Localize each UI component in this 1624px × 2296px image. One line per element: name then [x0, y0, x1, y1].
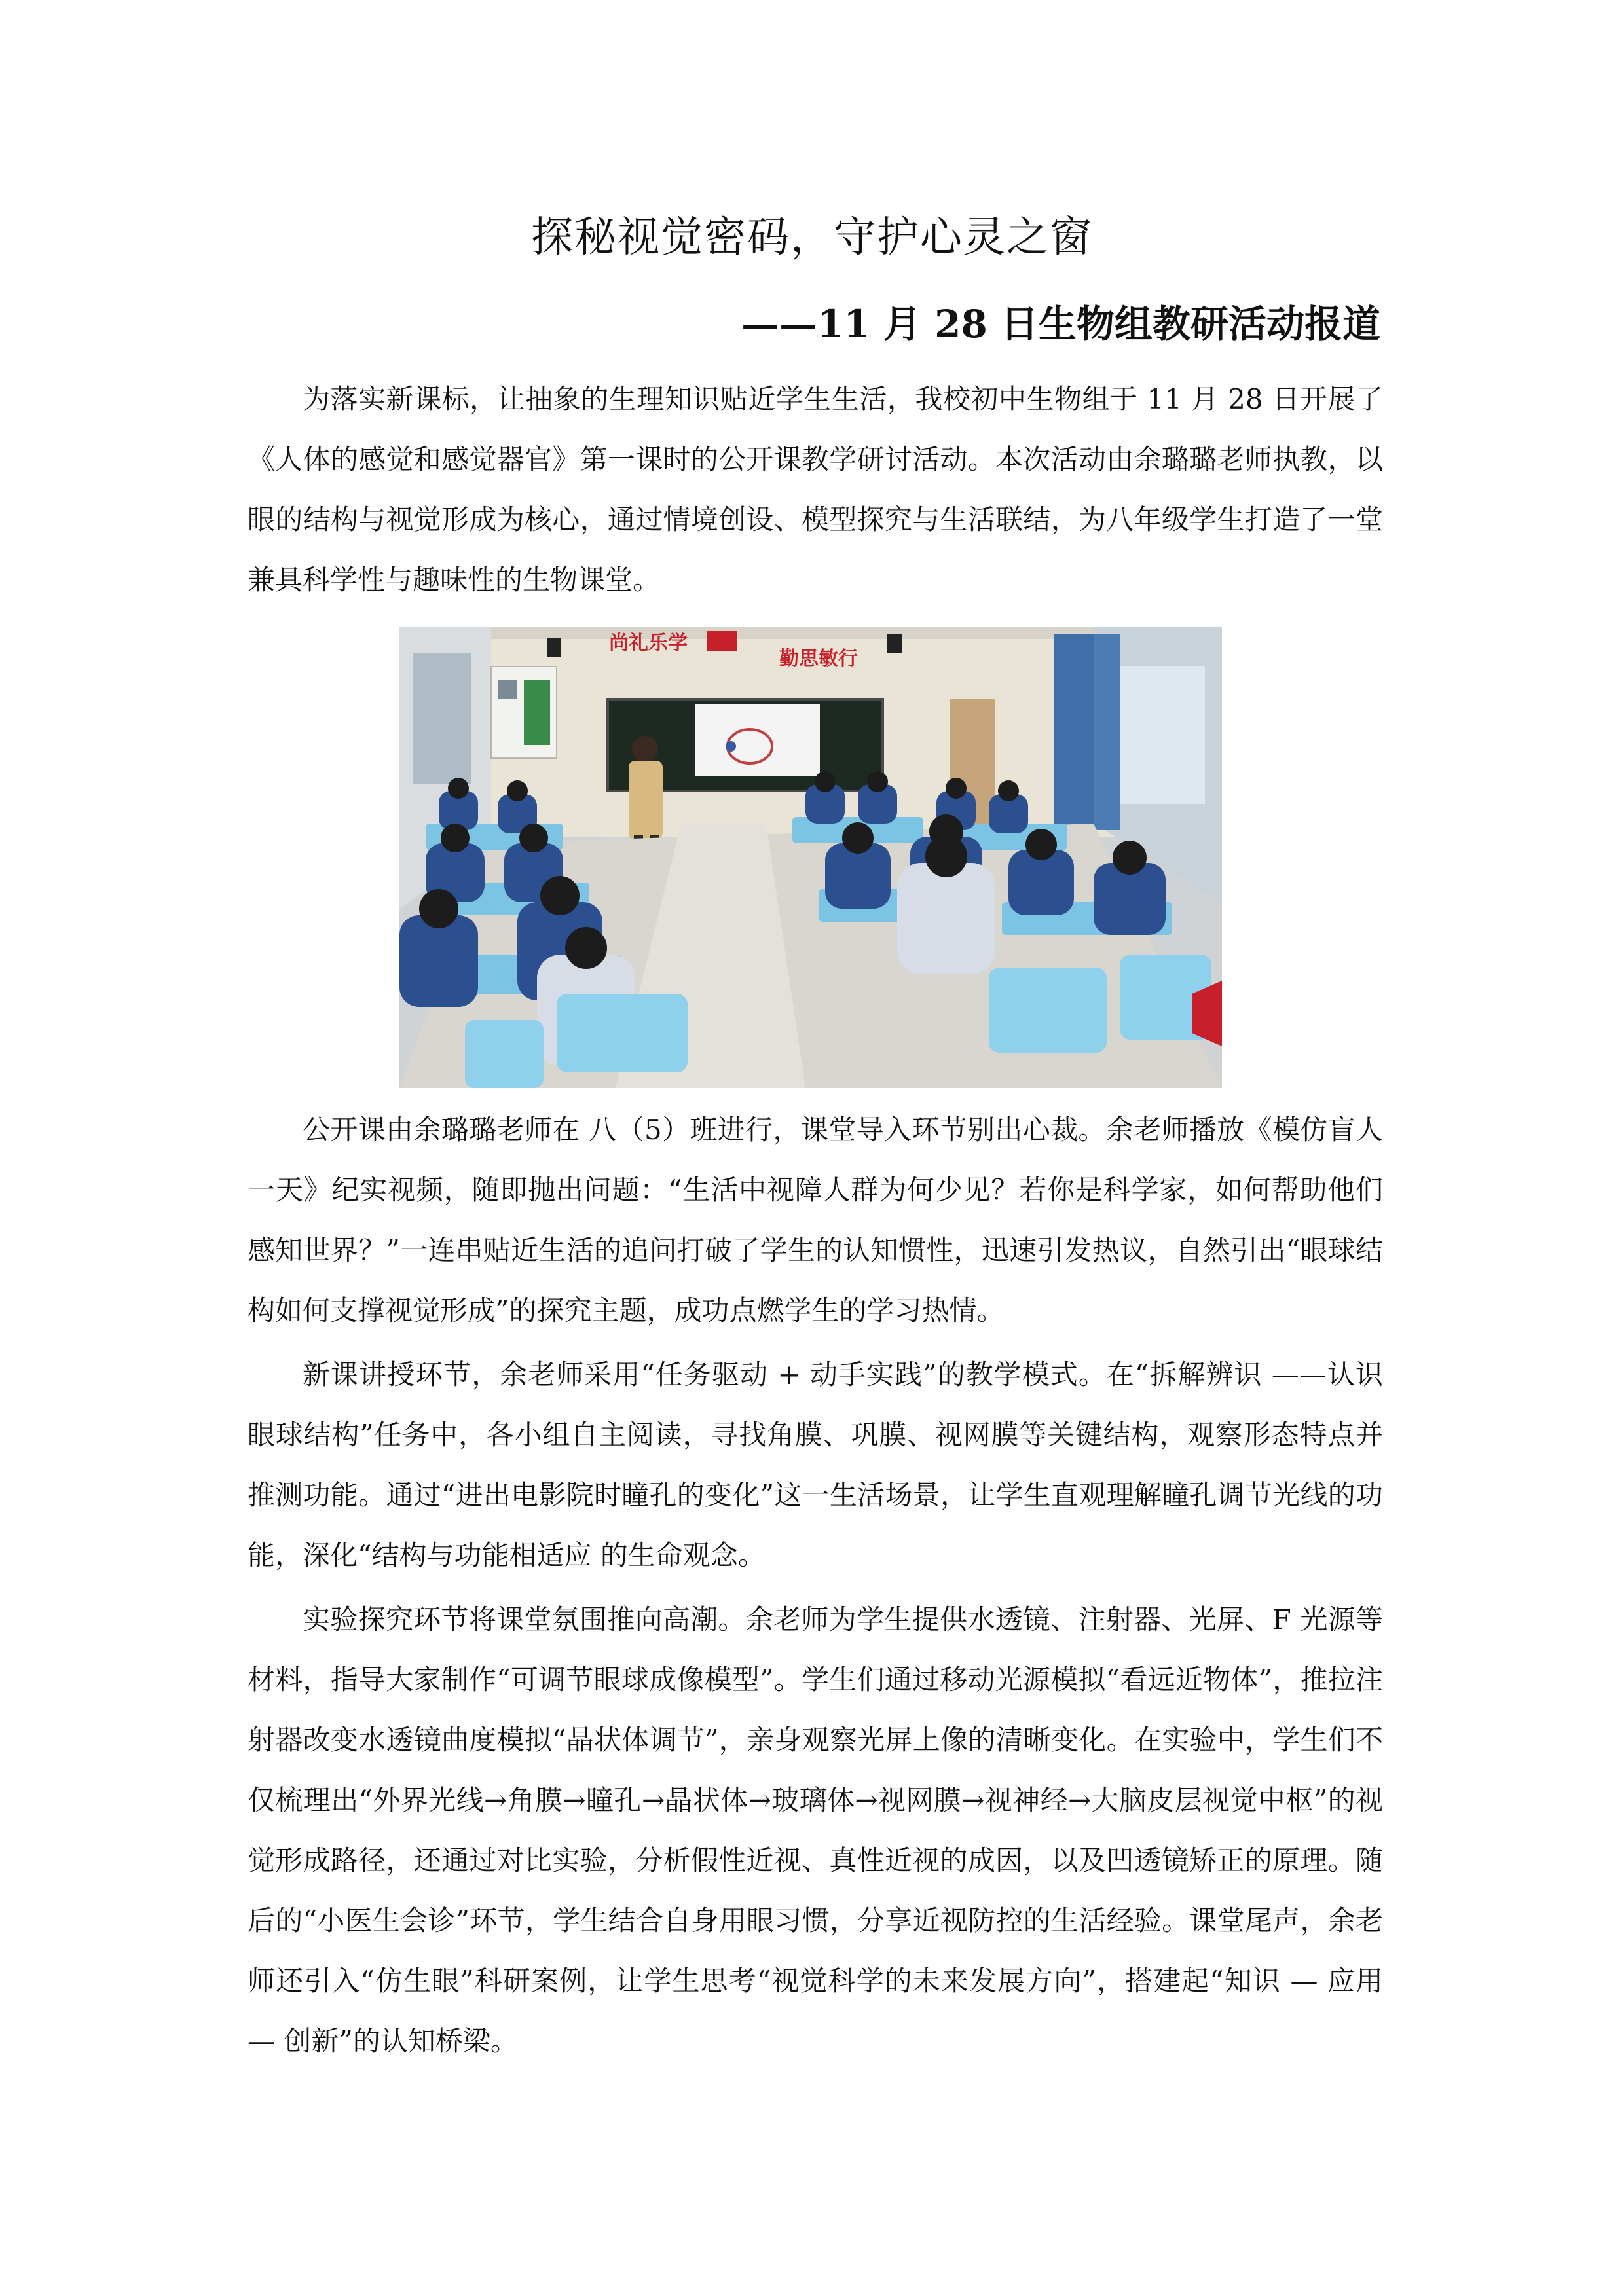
page-subtitle: ——11 月 28 日生物组教研活动报道 — [741, 302, 1380, 346]
paragraph-intro: 为落实新课标，让抽象的生理知识贴近学生生活，我校初中生物组于 11 月 28 日开展了《人体的感觉和感觉器官》第一课时的公开课教学研讨活动。本次活动由余璐璐老师执教，以眼的结构与视觉形成为核心，通过情境创设、模型探究与生活联结，为八年级学生打造了一堂兼具科学性与趣味性的生物课堂。 — [248, 383, 1383, 596]
banner-left-text: 尚礼乐学 — [609, 632, 688, 655]
paragraph-new-lesson: 新课讲授环节，余老师采用“任务驱动 + 动手实践”的教学模式。在“拆解辨识 ——认识眼球结构”任务中，各小组自主阅读，寻找角膜、巩膜、视网膜等关键结构，观察形态特点并推测功能。通过“进出电影院时瞳孔的变化”这一生活场景，让学生直观理解瞳孔调节光线的功能，深化“结构与功能相适应 的生命观念。 — [248, 1358, 1383, 1571]
classroom-photo — [399, 627, 1222, 1088]
paragraph-experiment: 实验探究环节将课堂氛围推向高潮。余老师为学生提供水透镜、注射器、光屏、F 光源等材料，指导大家制作“可调节眼球成像模型”。学生们通过移动光源模拟“看远近物体”，推拉注射器改变水透镜曲度模拟“晶状体调节”，亲身观察光屏上像的清晰变化。在实验中，学生们不仅梳理出“外界光线→角膜→瞳孔→晶状体→玻璃体→视网膜→视神经→大脑皮层视觉中枢”的视觉形成路径，还通过对比实验，分析假性近视、真性近视的成因，以及凹透镜矫正的原理。随后的“小医生会诊”环节，学生结合自身用眼习惯，分享近视防控的生活经验。课堂尾声，余老师还引入“仿生眼”科研案例，让学生思考“视觉科学的未来发展方向”，搭建起“知识 — 应用 — 创新”的认知桥梁。 — [248, 1603, 1383, 2057]
paragraph-lesson-intro: 公开课由余璐璐老师在 八（5）班进行，课堂导入环节别出心裁。余老师播放《模仿盲人一天》纪实视频，随即抛出问题：“生活中视障人群为何少见？若你是科学家，如何帮助他们感知世界？”一连串贴近生活的追问打破了学生的认知惯性，迅速引发热议，自然引出“眼球结构如何支撑视觉形成”的探究主题，成功点燃学生的学习热情。 — [248, 1114, 1383, 1326]
page-title: 探秘视觉密码，守护心灵之窗 — [531, 213, 1093, 262]
banner-right-text: 勤思敏行 — [779, 647, 858, 670]
flag-icon — [707, 631, 737, 651]
